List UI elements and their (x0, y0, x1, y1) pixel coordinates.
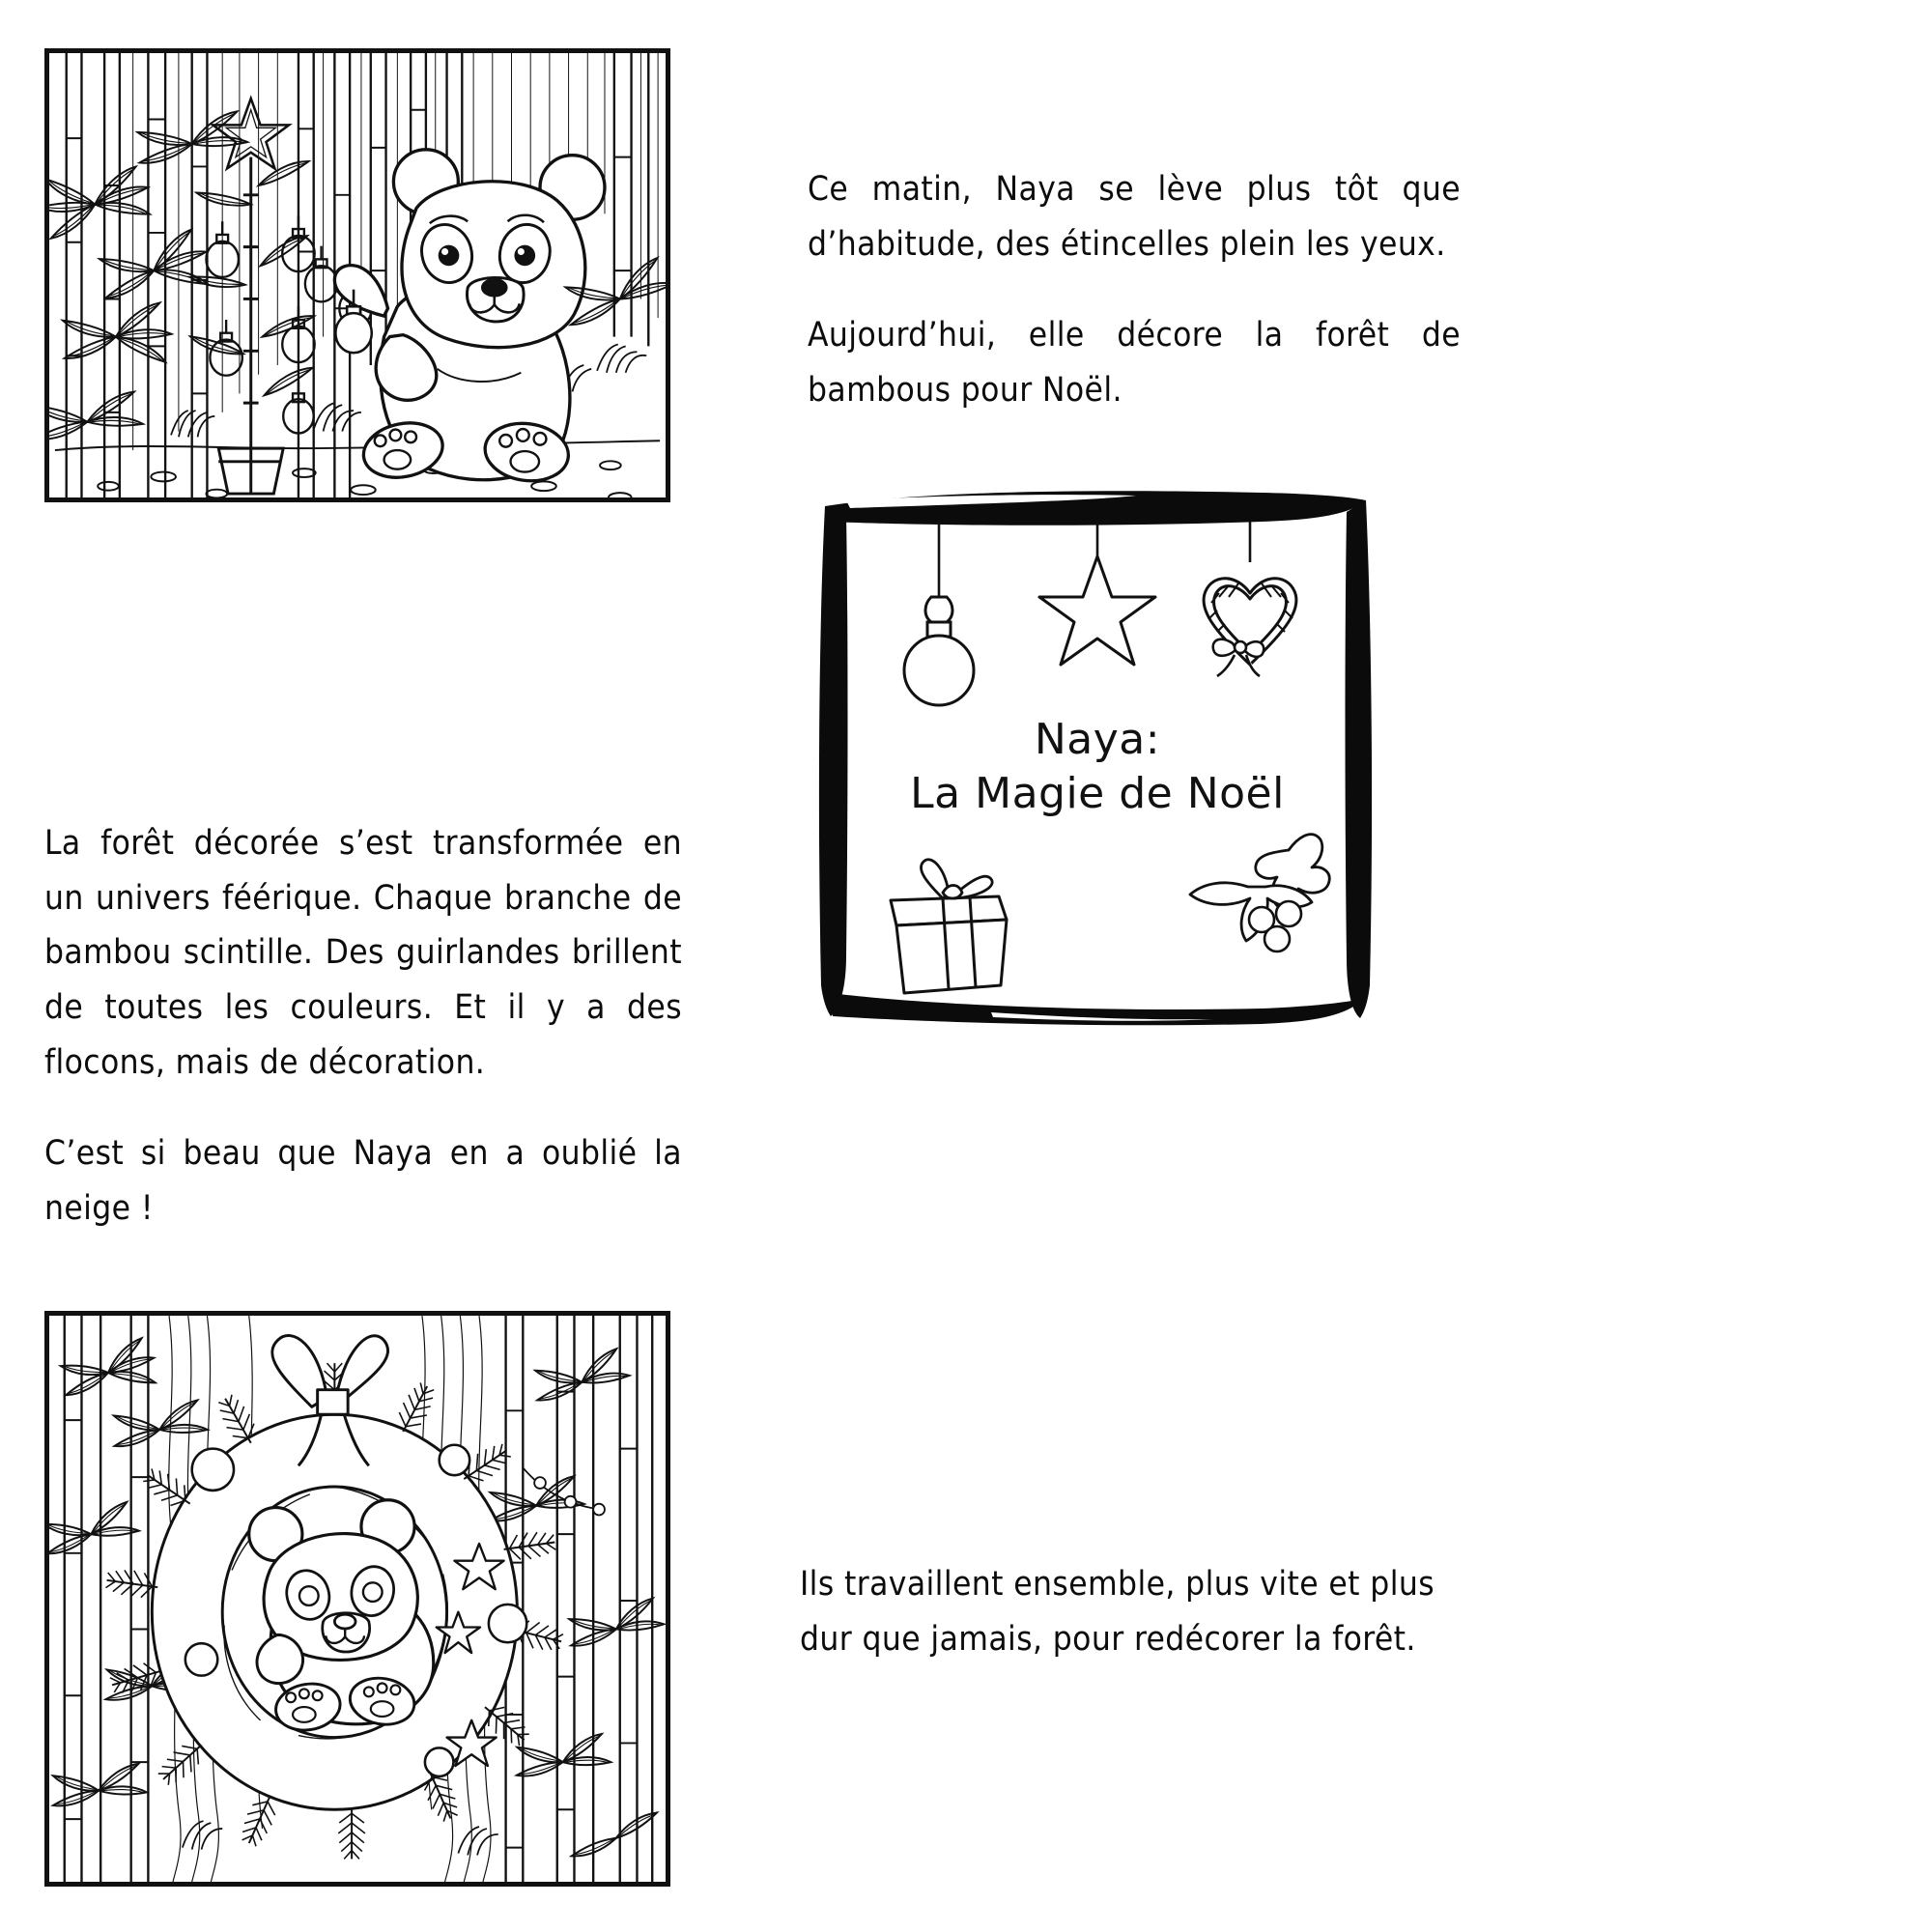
paragraph: La forêt décorée s’est transformée en un univers féérique. Chaque branche de bambou scintille. Des guirlandes brillent de toutes les couleurs. Et il y a des flocons, mais de décoration. (44, 824, 682, 1082)
story-paragraph-bottom-right (800, 1557, 1466, 1666)
panda-decorating-bamboo-lineart (49, 53, 666, 497)
paragraph: Ils travaillent ensemble, plus vite et plus dur que jamais, pour redécorer la forêt. (800, 1565, 1435, 1659)
panda-decorating-bamboo-illustration (44, 48, 670, 502)
panda-in-wreath-illustration (44, 1311, 670, 1887)
story-paragraph-middle-left (44, 816, 682, 1236)
title-card-brush-frame (808, 483, 1387, 1034)
title-line-1: Naya: (1034, 715, 1161, 764)
story-paragraph-top-right (808, 162, 1461, 418)
title-card (808, 483, 1387, 1034)
panda-in-wreath-lineart (49, 1316, 666, 1882)
paragraph: Ce matin, Naya se lève plus tôt que d’habitude, des étincelles plein les yeux. (808, 170, 1461, 264)
title-line-2: La Magie de Noël (910, 769, 1285, 819)
paragraph: C’est si beau que Naya en a oublié la neige ! (44, 1134, 682, 1229)
paragraph: Aujourd’hui, elle décore la forêt de bambous pour Noël. (808, 316, 1461, 411)
